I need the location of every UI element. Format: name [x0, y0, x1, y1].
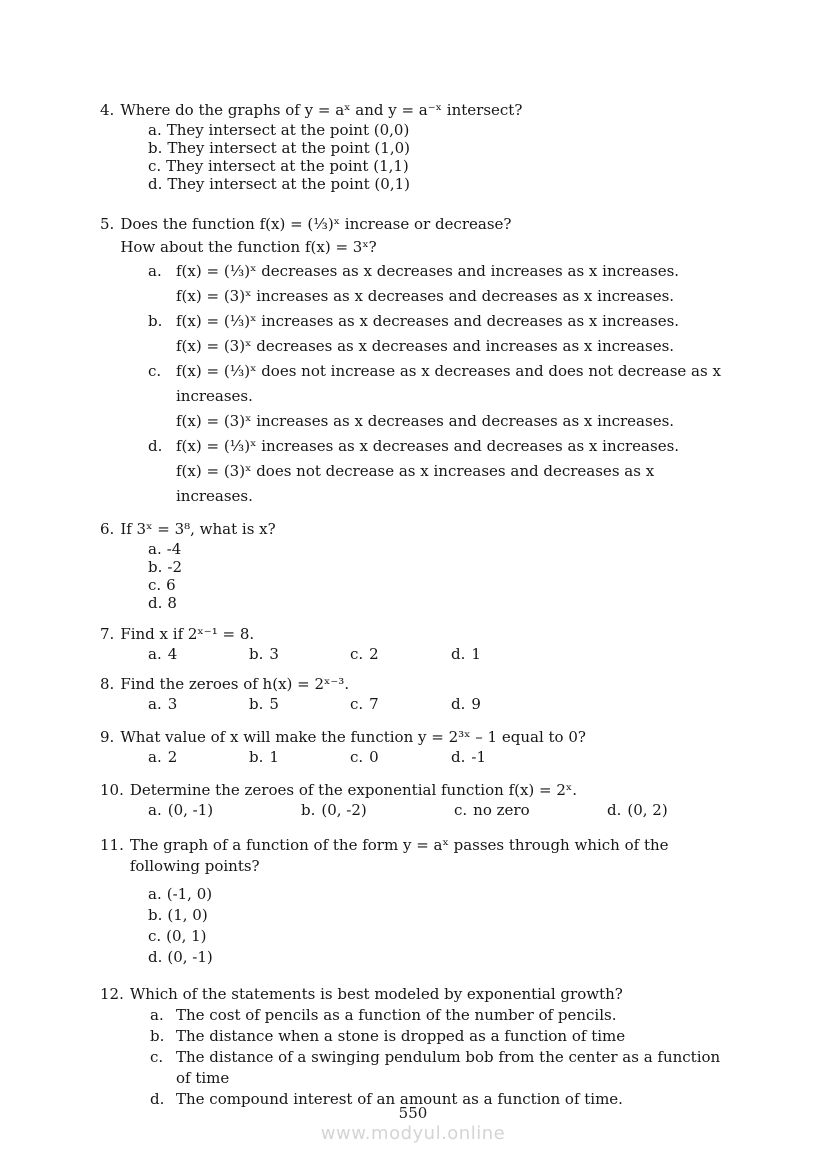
option-d	[451, 645, 481, 663]
page-footer	[0, 1103, 826, 1145]
option-a	[148, 645, 249, 663]
option-text-line2: f(x) = (3)ˣ decreases as x decreases and increases as x increases.	[176, 337, 675, 355]
option-text-line1: f(x) = (⅓)ˣ increases as x decreases and decreases as x increases.	[176, 312, 680, 330]
option-b	[301, 801, 454, 819]
option-text: 3	[167, 695, 178, 713]
question-text: Find the zeroes of h(x) = 2ˣ⁻³.	[120, 675, 350, 693]
question-text: Determine the zeroes of the exponential function f(x) = 2ˣ.	[129, 781, 578, 799]
question-text-line2: How about the function f(x) = 3ˣ?	[120, 238, 377, 256]
options-list	[148, 884, 728, 968]
option-letter: a.	[148, 885, 162, 903]
option-letter: a.	[148, 121, 162, 139]
question-number: 10.	[100, 781, 124, 799]
option-letter: b.	[249, 695, 264, 713]
option-letter: c.	[350, 695, 364, 713]
question-text: Does the function f(x) = (⅓)ˣ increase or decrease?	[120, 215, 512, 233]
option-letter: d.	[451, 645, 466, 663]
option-a	[148, 540, 728, 558]
option-text: (0, -1)	[167, 801, 214, 819]
option-b	[249, 645, 350, 663]
option-a	[148, 259, 728, 309]
options-list	[100, 259, 728, 509]
question-12	[100, 984, 728, 1110]
options-row	[148, 748, 728, 766]
option-d	[148, 594, 728, 612]
option-b	[148, 139, 728, 157]
page-number: 550	[398, 1104, 428, 1122]
option-letter: b.	[249, 645, 264, 663]
option-b	[148, 309, 728, 359]
option-a	[148, 748, 249, 766]
option-letter: c.	[150, 1048, 164, 1066]
question-text: What value of x will make the function y = 2³ˣ – 1 equal to 0?	[120, 728, 586, 746]
option-text: (1, 0)	[167, 906, 208, 924]
question-number: 8.	[100, 675, 115, 693]
option-letter: b.	[148, 558, 163, 576]
option-text: 1	[471, 645, 481, 663]
option-text: (-1, 0)	[166, 885, 213, 903]
option-b	[249, 695, 350, 713]
option-letter: a.	[148, 645, 162, 663]
option-letter: c.	[148, 157, 162, 175]
option-a	[150, 1005, 728, 1026]
options-row	[148, 645, 728, 663]
option-text: -4	[166, 540, 182, 558]
option-letter: b.	[148, 906, 163, 924]
watermark-text: www.modyul.online	[320, 1123, 506, 1144]
option-letter: d.	[148, 594, 163, 612]
option-text: The compound interest of an amount as a function of time.	[176, 1090, 623, 1108]
option-d	[148, 947, 728, 968]
option-text: They intersect at the point (0,1)	[167, 175, 410, 193]
option-text: They intersect at the point (0,0)	[166, 121, 410, 139]
question-number: 4.	[100, 101, 115, 119]
question-7	[100, 624, 728, 663]
option-letter: b.	[148, 139, 163, 157]
question-number: 7.	[100, 625, 115, 643]
option-text-line1: f(x) = (⅓)ˣ increases as x decreases and decreases as x increases.	[176, 437, 680, 455]
option-d	[148, 175, 728, 193]
question-5	[100, 213, 728, 509]
option-text: 8	[167, 594, 177, 612]
option-c	[350, 748, 451, 766]
option-text: The distance of a swinging pendulum bob from the center as a function of time	[176, 1048, 721, 1087]
option-text-line1: f(x) = (⅓)ˣ does not increase as x decreases and does not decrease as x increases.	[176, 362, 721, 405]
question-11	[100, 835, 728, 968]
option-letter: d.	[148, 437, 163, 455]
question-number: 6.	[100, 520, 115, 538]
option-letter: d.	[607, 801, 622, 819]
option-text: 1	[269, 748, 279, 766]
option-c	[148, 157, 728, 175]
option-text: (0, -1)	[167, 948, 213, 966]
option-text: 3	[269, 645, 279, 663]
question-text: Which of the statements is best modeled by exponential growth?	[129, 985, 623, 1003]
options-row	[148, 695, 728, 713]
option-letter: a.	[148, 695, 162, 713]
option-d	[148, 434, 728, 509]
option-c	[150, 1047, 728, 1089]
option-text-line1: f(x) = (⅓)ˣ decreases as x decreases and increases as x increases.	[176, 262, 680, 280]
option-a	[148, 884, 728, 905]
option-text: 6	[166, 576, 176, 594]
option-c	[350, 645, 451, 663]
option-d	[451, 695, 481, 713]
option-letter: b.	[301, 801, 316, 819]
option-letter: d.	[148, 175, 163, 193]
option-letter: c.	[148, 927, 162, 945]
option-text: The distance when a stone is dropped as a function of time	[176, 1027, 626, 1045]
option-text: 0	[369, 748, 379, 766]
option-text: The cost of pencils as a function of the number of pencils.	[176, 1006, 617, 1024]
option-letter: d.	[451, 748, 466, 766]
option-a	[148, 121, 728, 139]
question-10	[100, 780, 728, 819]
options-list	[148, 121, 728, 193]
question-6	[100, 519, 728, 612]
option-letter: a.	[148, 540, 162, 558]
option-text-line2: f(x) = (3)ˣ does not decrease as x increases and decreases as x increases.	[176, 462, 655, 505]
option-text-line2: f(x) = (3)ˣ increases as x decreases and decreases as x increases.	[176, 412, 675, 430]
option-text: 9	[471, 695, 481, 713]
option-letter: c.	[148, 362, 162, 380]
option-letter: d.	[148, 948, 163, 966]
option-text: 5	[269, 695, 279, 713]
option-c	[148, 926, 728, 947]
question-text: Find x if 2ˣ⁻¹ = 8.	[120, 625, 255, 643]
question-number: 11.	[100, 836, 124, 854]
option-text: They intersect at the point (1,0)	[167, 139, 410, 157]
option-text: (0, 2)	[627, 801, 668, 819]
question-8	[100, 674, 728, 713]
option-d	[451, 748, 486, 766]
option-letter: d.	[150, 1090, 165, 1108]
option-letter: a.	[150, 1006, 164, 1024]
question-number: 12.	[100, 985, 124, 1003]
option-letter: d.	[451, 695, 466, 713]
option-letter: a.	[148, 801, 162, 819]
option-letter: b.	[150, 1027, 165, 1045]
question-4	[100, 100, 728, 193]
option-b	[148, 905, 728, 926]
option-a	[148, 695, 249, 713]
option-text: 7	[369, 695, 379, 713]
option-text: 2	[167, 748, 178, 766]
question-text: If 3ˣ = 3⁸, what is x?	[120, 520, 276, 538]
option-text: 2	[369, 645, 379, 663]
option-c	[148, 359, 728, 434]
option-text: They intersect at the point (1,1)	[166, 157, 409, 175]
options-row	[148, 801, 728, 819]
question-text: The graph of a function of the form y = aˣ passes through which of the following points?	[129, 836, 669, 875]
option-text: (0, 1)	[166, 927, 207, 945]
option-c	[454, 801, 607, 819]
option-a	[148, 801, 301, 819]
option-letter: c.	[350, 748, 364, 766]
option-letter: a.	[148, 262, 162, 280]
option-letter: b.	[148, 312, 163, 330]
options-list	[100, 1005, 728, 1110]
option-d	[607, 801, 668, 819]
question-number: 5.	[100, 215, 115, 233]
option-text: (0, -2)	[321, 801, 367, 819]
option-letter: a.	[148, 748, 162, 766]
options-list	[148, 540, 728, 612]
option-text: 4	[167, 645, 178, 663]
option-b	[249, 748, 350, 766]
option-c	[148, 576, 728, 594]
question-text: Where do the graphs of y = aˣ and y = a⁻ˣ intersect?	[120, 101, 523, 119]
question-9	[100, 727, 728, 766]
option-letter: c.	[454, 801, 468, 819]
option-text: -2	[167, 558, 182, 576]
option-b	[148, 558, 728, 576]
option-c	[350, 695, 451, 713]
option-text: -1	[471, 748, 486, 766]
option-text: no zero	[473, 801, 530, 819]
question-number: 9.	[100, 728, 115, 746]
option-letter: b.	[249, 748, 264, 766]
option-b	[150, 1026, 728, 1047]
option-letter: c.	[350, 645, 364, 663]
option-text-line2: f(x) = (3)ˣ increases as x decreases and decreases as x increases.	[176, 287, 675, 305]
option-letter: c.	[148, 576, 162, 594]
